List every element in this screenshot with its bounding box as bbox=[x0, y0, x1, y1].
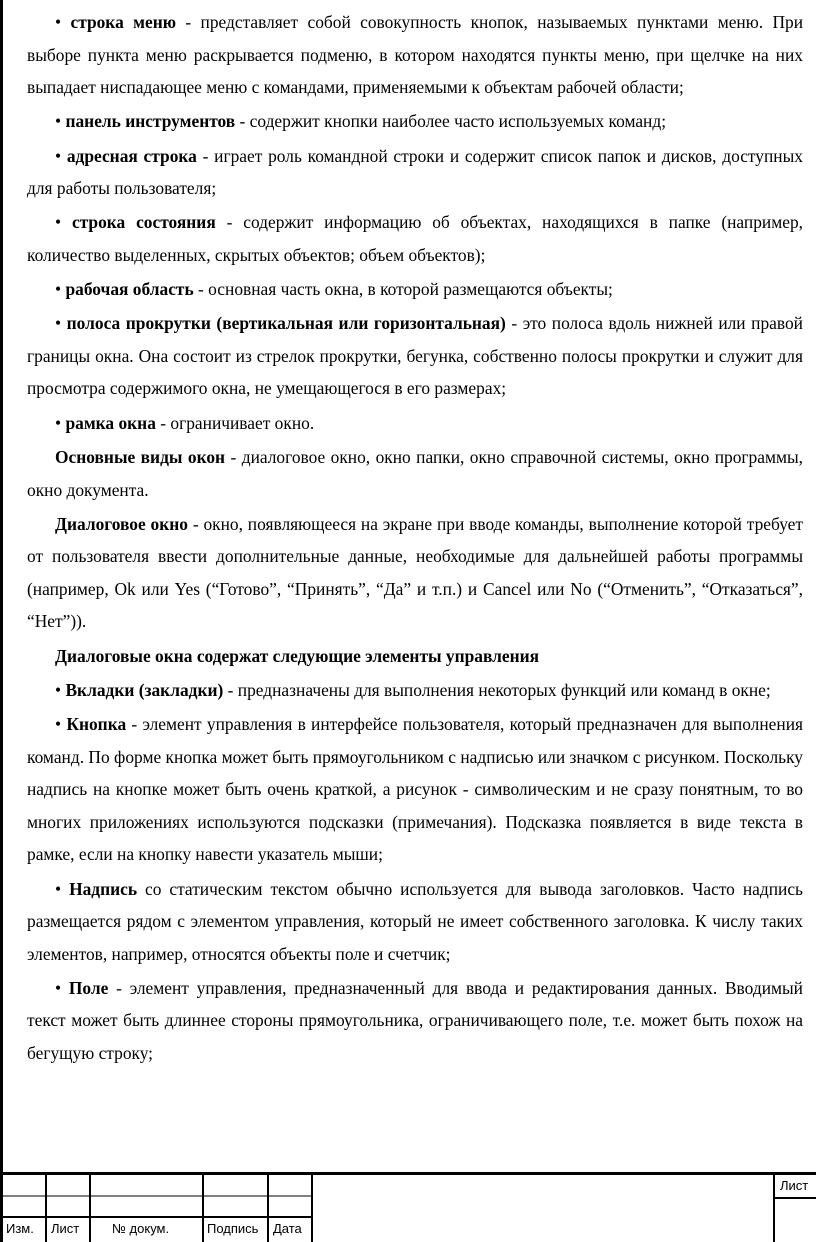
paragraph-window-types bbox=[27, 441, 803, 506]
term: Поле bbox=[68, 977, 109, 998]
stamp-date-label: Дата bbox=[273, 1221, 302, 1236]
bullet-icon: • bbox=[55, 412, 62, 433]
page-frame-left-border bbox=[0, 0, 3, 1242]
term: полоса прокрутки (вертикальная или горизонтальная) bbox=[66, 313, 506, 334]
term: Диалоговое окно bbox=[55, 513, 188, 534]
term: Надпись bbox=[69, 878, 138, 899]
bullet-icon: • bbox=[55, 313, 62, 334]
bullet-icon: • bbox=[55, 679, 62, 700]
paragraph-text: - основная часть окна, в которой размещаются объекты; bbox=[193, 279, 613, 300]
paragraph-tabs bbox=[27, 674, 803, 707]
bullet-icon: • bbox=[55, 12, 62, 32]
paragraph-text: - окно, появляющееся на экране при вводе команды, выполнение которой требует от пользователя ввести дополнительные данные, необходимые для дальнейшей работы программы (например, Ok или Yes (“Готово”, “Принять”, “Да” и т.п.) и Cancel или No (“Отменить”, “Отказаться”, “Нет”)). bbox=[27, 513, 803, 632]
term: Основные виды окон bbox=[55, 447, 226, 468]
term: Кнопка bbox=[66, 714, 127, 735]
paragraph-dialog-window bbox=[27, 508, 803, 638]
paragraph-text: - это полоса вдоль нижней или правой границы окна. Она состоит из стрелок прокрутки, бегунка, собственно полосы прокрутки и служит для просмотра содержимого окна, не умещающегося в его размерах; bbox=[27, 313, 803, 399]
paragraph-text: - представляет собой совокупность кнопок, называемых пунктами меню. При выборе пункта меню раскрывается подменю, в котором находятся пункты меню, при щелчке на них выпадает ниспадающее меню с командами, применяемыми к объектам рабочей области; bbox=[27, 12, 803, 97]
paragraph-window-frame bbox=[27, 407, 803, 440]
paragraph-text: - диалоговое окно, окно папки, окно справочной системы, окно программы, окно документа. bbox=[27, 447, 803, 500]
paragraph-label bbox=[27, 873, 803, 971]
paragraph-text: со статическим текстом обычно используется для вывода заголовков. Часто надпись размещается рядом с элементом управления, который не имеет собственного заголовка. К числу таких элементов, например, относятся объекты поле и счетчик; bbox=[27, 878, 803, 964]
paragraph-text: - играет роль командной строки и содержит список папок и дисков, доступных для работы пользователя; bbox=[27, 145, 803, 199]
term: рабочая область bbox=[65, 279, 194, 300]
bullet-icon: • bbox=[55, 977, 62, 998]
paragraph-text: - ограничивает окно. bbox=[155, 412, 315, 433]
title-block-stamp bbox=[0, 1172, 816, 1242]
paragraph-text: - содержит информацию об объектах, находящихся в папке (например, количество выделенных, скрытых объектов; объем объектов); bbox=[27, 212, 803, 265]
term: адресная строка bbox=[66, 145, 197, 166]
bullet-icon: • bbox=[55, 145, 62, 166]
paragraph-text: - содержит кнопки наиболее часто используемых команд; bbox=[235, 111, 667, 132]
bullet-icon: • bbox=[55, 279, 62, 300]
bullet-icon: • bbox=[55, 111, 62, 132]
bullet-icon: • bbox=[55, 714, 62, 735]
document-body bbox=[27, 6, 803, 1071]
paragraph-field bbox=[27, 972, 803, 1070]
stamp-sheet-label: Лист bbox=[780, 1178, 809, 1193]
term: строка меню bbox=[70, 12, 177, 32]
term: рамка окна bbox=[65, 412, 156, 433]
stamp-doc-no-label: № докум. bbox=[112, 1221, 170, 1236]
paragraph-work-area bbox=[27, 273, 803, 306]
paragraph-address-bar bbox=[27, 140, 803, 205]
paragraph-menu-bar bbox=[27, 6, 803, 104]
paragraph-button bbox=[27, 708, 803, 871]
paragraph-text: - предназначены для выполнения некоторых функций или команд в окне; bbox=[223, 679, 771, 700]
bullet-icon: • bbox=[55, 212, 62, 233]
paragraph-dialog-controls-heading bbox=[27, 640, 803, 673]
paragraph-scrollbar bbox=[27, 307, 803, 405]
term: панель инструментов bbox=[65, 111, 236, 132]
paragraph-toolbar bbox=[27, 105, 803, 138]
bullet-icon: • bbox=[55, 878, 62, 899]
paragraph-status-bar bbox=[27, 206, 803, 271]
paragraph-text: - элемент управления, предназначенный для ввода и редактирования данных. Вводимый текст может быть длиннее стороны прямоугольника, ограничивающего поле, т.е. может быть похож на бегущую строку; bbox=[27, 977, 803, 1063]
term: строка состояния bbox=[71, 212, 216, 233]
term: Вкладки (закладки) bbox=[65, 679, 224, 700]
stamp-list-label: Лист bbox=[51, 1221, 80, 1236]
stamp-izm-label: Изм. bbox=[6, 1221, 34, 1236]
stamp-signature-label: Подпись bbox=[207, 1221, 259, 1236]
term: Диалоговые окна содержат следующие элементы управления bbox=[55, 645, 540, 666]
paragraph-text: - элемент управления в интерфейсе пользователя, который предназначен для выполнения команд. По форме кнопка может быть прямоугольником с надписью или значком с рисунком. Поскольку надпись на кнопке может быть очень краткой, а рисунок - символическим и не сразу понятным, то во многих приложениях используются подсказки (примечания). Подсказка появляется в виде текста в рамке, если на кнопку навести указатель мыши; bbox=[27, 714, 803, 865]
